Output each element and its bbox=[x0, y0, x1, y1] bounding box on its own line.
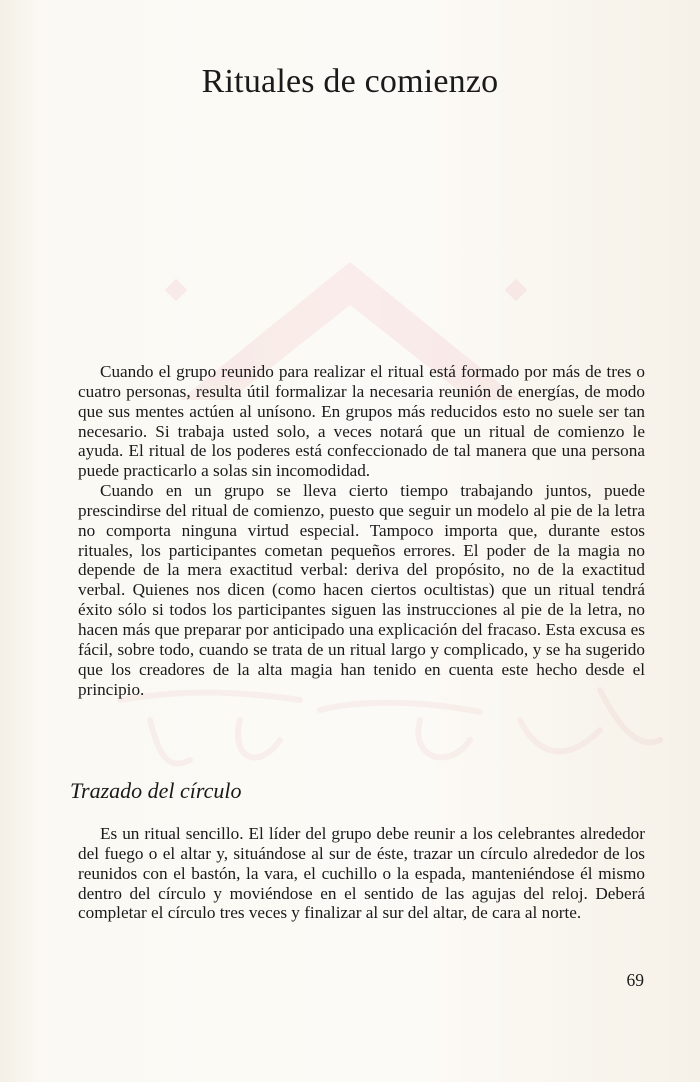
paragraph: Cuando el grupo reunido para realizar el ritual está formado por más de tres o cuatro personas, resulta útil formalizar la necesaria reunión de energías, de modo que sus mentes actúen al unísono. En grupos más reducidos esto no suele ser tan necesario. Si trabaja usted solo, a veces notará que un ritual de comienzo le ayuda. El ritual de los poderes está confeccionado de tal manera que una persona puede practicarlo a solas sin incomodidad. bbox=[78, 362, 645, 481]
intro-text-block bbox=[78, 362, 645, 699]
watermark-script-marks bbox=[120, 690, 660, 764]
paragraph: Cuando en un grupo se lleva cierto tiempo trabajando juntos, puede prescindirse del ritual de comienzo, puesto que seguir un modelo al pie de la letra no comporta ninguna virtud especial. Tampoco importa que, durante estos rituales, los participantes cometan pequeños errores. El poder de la magia no depende de la mera exactitud verbal: deriva del propósito, no de la exactitud verbal. Quienes nos dicen (como hacen ciertos ocultistas) que un ritual tendrá éxito sólo si todos los participantes siguen las instrucciones al pie de la letra, no hacen más que preparar por anticipado una explicación del fracaso. Esta excusa es fácil, sobre todo, cuando se trata de un ritual largo y complicado, y se ha sugerido que los creadores de la alta magia han tenido en cuenta este hecho desde el principio. bbox=[78, 481, 645, 699]
chapter-title: Rituales de comienzo bbox=[201, 63, 499, 100]
page-number: 69 bbox=[626, 970, 644, 990]
paragraph: Es un ritual sencillo. El líder del grupo debe reunir a los celebrantes alrededor del fuego o el altar y, situándose al sur de éste, trazar un círculo alrededor de los reunidos con el bastón, la vara, el cuchillo o la espada, manteniéndose él mismo dentro del círculo y moviéndose en el sentido de las agujas del reloj. Deberá completar el círculo tres veces y finalizar al sur del altar, de cara al norte. bbox=[78, 824, 645, 923]
section-text-block bbox=[78, 824, 645, 923]
section-heading: Trazado del círculo bbox=[70, 778, 242, 803]
